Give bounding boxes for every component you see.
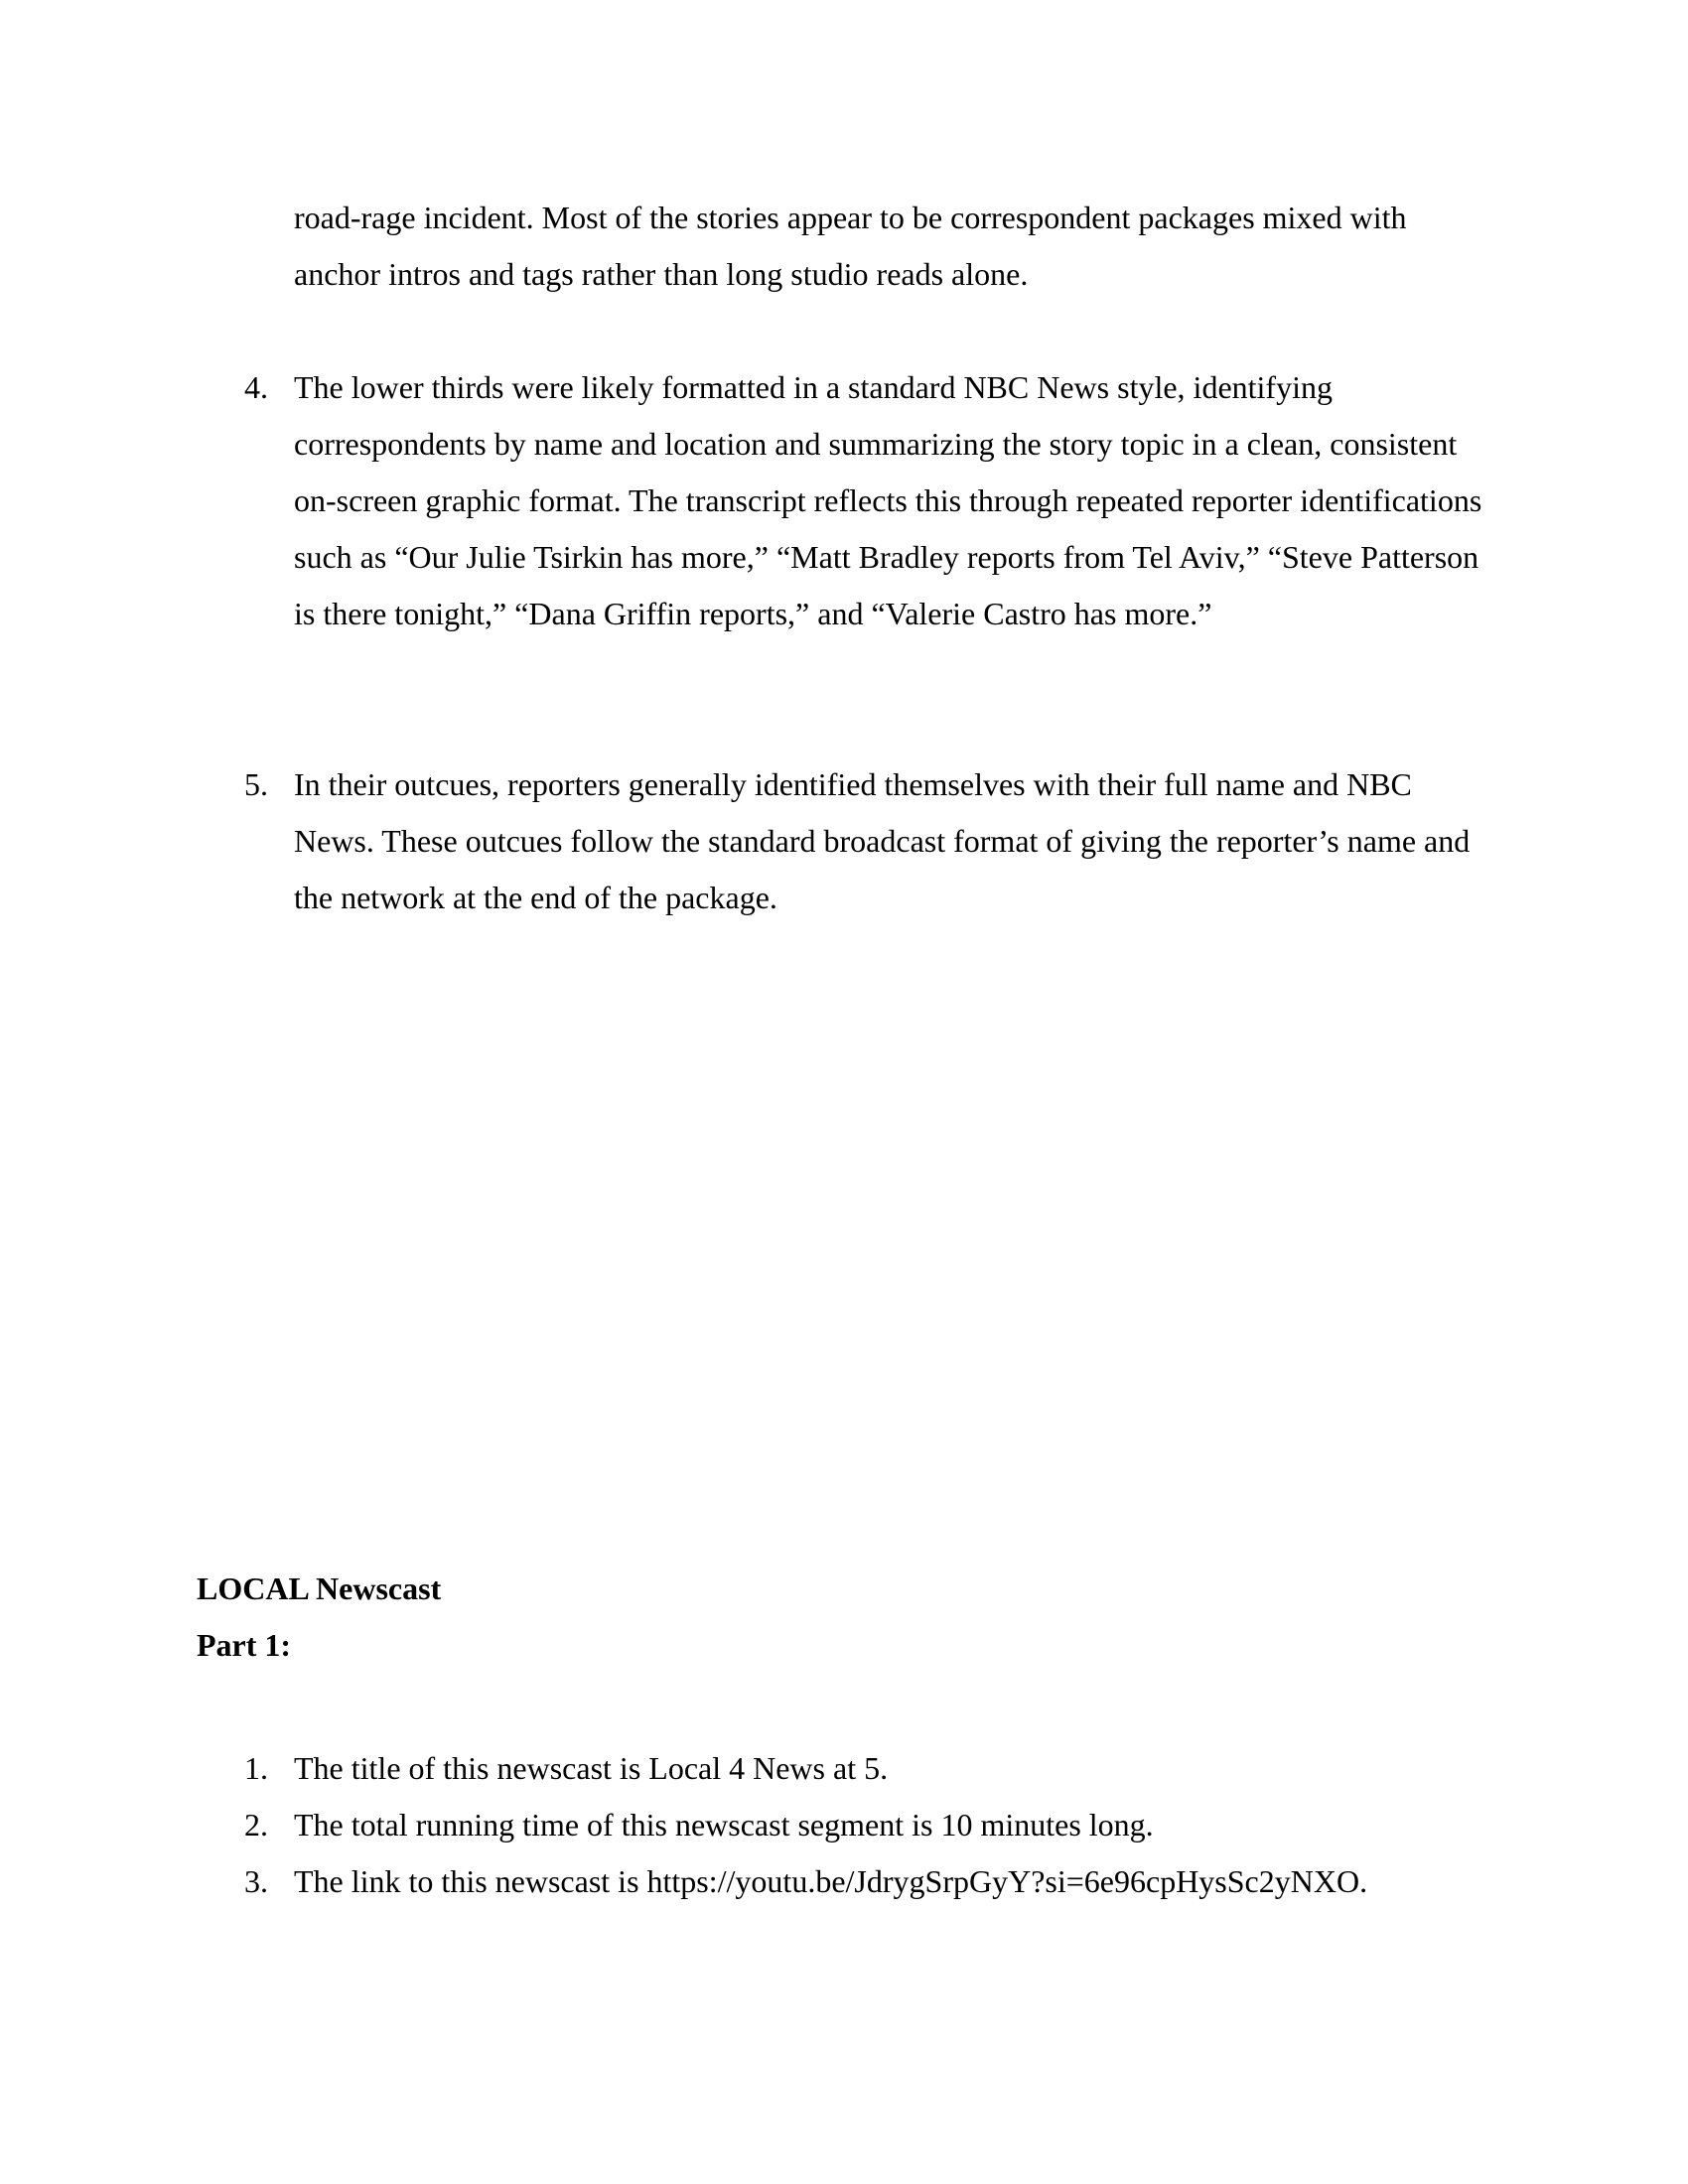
list-item-text: The title of this newscast is Local 4 News at 5. — [294, 1750, 889, 1786]
list-number: 4. — [244, 369, 268, 405]
list-number: 3. — [244, 1863, 268, 1899]
list-item-text: In their outcues, reporters generally identified themselves with their full name and NBC News. These outcues follow the standard broadcast format of giving the reporter’s name and the network at the end of the package. — [294, 766, 1471, 915]
section-heading: LOCAL Newscast — [197, 1570, 442, 1606]
list-item-text: The lower thirds were likely formatted in a standard NBC News style, identifying correspondents by name and location and summarizing the story topic in a clean, consistent on-screen graphic format. The transcript reflects this through repeated reporter identifications such as “Our Julie Tsirkin has more,” “Matt Bradley reports from Tel Aviv,” “Steve Patterson is there tonight,” “Dana Griffin reports,” and “Valerie Castro has more.” — [294, 369, 1482, 631]
list-number: 2. — [244, 1807, 268, 1843]
part-heading: Part 1: — [197, 1627, 292, 1663]
list-number: 1. — [244, 1750, 268, 1786]
list-number: 5. — [244, 766, 268, 802]
continuation-paragraph: road-rage incident. Most of the stories appear to be correspondent packages mixed with anchor intros and tags rather than long studio reads alone. — [294, 200, 1407, 292]
list-item-text: The total running time of this newscast segment is 10 minutes long. — [294, 1807, 1154, 1843]
list-item-text: The link to this newscast is https://youtu.be/JdrygSrpGyY?si=6e96cpHysSc2yNXO. — [294, 1863, 1368, 1899]
